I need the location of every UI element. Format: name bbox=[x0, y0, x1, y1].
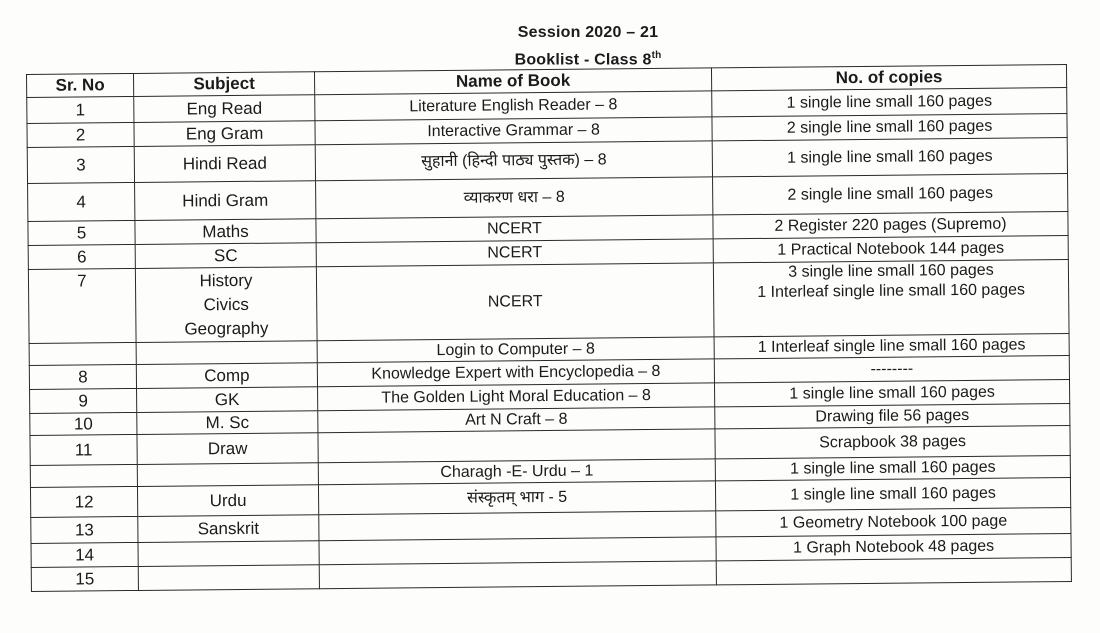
subject-cell: SC bbox=[135, 243, 316, 269]
sr-no-cell: 15 bbox=[31, 566, 138, 591]
subject-cell: Hindi Gram bbox=[135, 181, 316, 221]
sr-no-cell: 9 bbox=[30, 388, 137, 413]
copies-cell: 1 single line small 160 pages bbox=[714, 379, 1069, 406]
book-cell: NCERT bbox=[316, 239, 713, 267]
booklist-title-superscript: th bbox=[651, 50, 662, 61]
subject-cell bbox=[136, 341, 317, 365]
subject-cell bbox=[137, 463, 318, 487]
sr-no-cell: 2 bbox=[27, 122, 134, 147]
subject-cell bbox=[135, 267, 317, 343]
copies-cell: 2 single line small 160 pages bbox=[712, 114, 1067, 141]
sr-no-cell bbox=[30, 464, 137, 487]
book-cell: Charagh -E- Urdu – 1 bbox=[318, 459, 715, 485]
sr-no-cell: 4 bbox=[28, 182, 135, 221]
book-cell: Knowledge Expert with Encyclopedia – 8 bbox=[317, 359, 714, 387]
copies-cell: 1 single line small 160 pages bbox=[712, 88, 1067, 117]
copies-cell bbox=[716, 557, 1071, 584]
booklist-sheet bbox=[26, 64, 1071, 592]
copies-cell: 1 single line small 160 pages bbox=[715, 455, 1070, 480]
sr-no-cell: 12 bbox=[30, 486, 137, 517]
subject-cell: Comp bbox=[136, 363, 317, 389]
copies-cell: -------- bbox=[714, 355, 1069, 382]
sr-no-cell: 13 bbox=[31, 516, 138, 543]
column-header-book: Name of Book bbox=[314, 68, 711, 95]
book-cell: NCERT bbox=[316, 215, 713, 243]
book-cell bbox=[319, 561, 716, 589]
copies-line: 3 single line small 160 pages bbox=[788, 261, 994, 281]
copies-cell: 1 Practical Notebook 144 pages bbox=[713, 236, 1068, 263]
copies-cell: 1 Interleaf single line small 160 pages bbox=[714, 333, 1069, 358]
subject-cell bbox=[138, 541, 319, 567]
subject-cell: Draw bbox=[137, 433, 318, 465]
copies-line: 1 Interleaf single line small 160 pages bbox=[757, 281, 1026, 301]
copies-cell: 1 Graph Notebook 48 pages bbox=[716, 533, 1071, 560]
subject-line: Geography bbox=[184, 318, 269, 338]
subject-cell: GK bbox=[137, 387, 318, 413]
copies-cell: 1 single line small 160 pages bbox=[715, 477, 1070, 510]
copies-cell: 1 Geometry Notebook 100 page bbox=[716, 507, 1071, 536]
book-cell: व्याकरण धरा – 8 bbox=[316, 177, 713, 219]
book-cell: Literature English Reader – 8 bbox=[315, 91, 712, 121]
copies-cell: Scrapbook 38 pages bbox=[715, 425, 1070, 458]
column-header-subject: Subject bbox=[133, 72, 314, 97]
book-cell: सुहानी (हिन्दी पाठ्य पुस्तक) – 8 bbox=[315, 141, 712, 181]
book-cell: NCERT bbox=[316, 263, 714, 341]
sr-no-cell: 6 bbox=[28, 244, 135, 269]
book-cell: Login to Computer – 8 bbox=[317, 337, 714, 363]
subject-cell: Eng Read bbox=[134, 95, 315, 123]
copies-cell: 2 Register 220 pages (Supremo) bbox=[713, 212, 1068, 239]
copies-cell: Drawing file 56 pages bbox=[715, 403, 1070, 428]
sr-no-cell: 11 bbox=[30, 434, 137, 465]
book-cell: संस्कृतम् भाग - 5 bbox=[318, 481, 715, 515]
sr-no-cell: 10 bbox=[30, 412, 137, 435]
sr-no-cell: 5 bbox=[28, 220, 135, 245]
column-header-copies: No. of copies bbox=[711, 65, 1066, 91]
sr-no-cell: 8 bbox=[29, 364, 136, 389]
booklist-table bbox=[26, 64, 1072, 592]
subject-line: Civics bbox=[203, 294, 249, 314]
book-cell bbox=[318, 429, 715, 463]
subject-cell: Urdu bbox=[137, 485, 318, 517]
sr-no-cell: 7 bbox=[28, 268, 136, 343]
table-row bbox=[28, 260, 1069, 344]
book-cell: Art N Craft – 8 bbox=[318, 407, 715, 433]
sr-no-cell: 14 bbox=[31, 542, 138, 567]
column-header-sr-no: Sr. No bbox=[27, 73, 134, 97]
subject-line: History bbox=[199, 270, 253, 290]
copies-cell: 2 single line small 160 pages bbox=[713, 174, 1068, 215]
sr-no-cell: 3 bbox=[27, 146, 134, 183]
copies-cell bbox=[713, 260, 1069, 337]
subject-cell: Maths bbox=[135, 219, 316, 245]
subject-cell bbox=[138, 565, 319, 591]
book-cell: Interactive Grammar – 8 bbox=[315, 117, 712, 145]
subject-cell: Eng Gram bbox=[134, 121, 315, 147]
book-cell bbox=[319, 511, 716, 541]
subject-cell: Hindi Read bbox=[134, 145, 315, 183]
session-title: Session 2020 – 21 bbox=[517, 24, 659, 41]
sr-no-cell bbox=[29, 342, 136, 365]
sr-no-cell: 1 bbox=[27, 96, 134, 123]
booklist-title-text: Booklist - Class 8 bbox=[514, 51, 652, 69]
subject-cell: M. Sc bbox=[137, 411, 318, 435]
copies-cell: 1 single line small 160 pages bbox=[712, 138, 1067, 177]
subject-cell: Sanskrit bbox=[138, 515, 319, 543]
book-cell: The Golden Light Moral Education – 8 bbox=[318, 383, 715, 411]
